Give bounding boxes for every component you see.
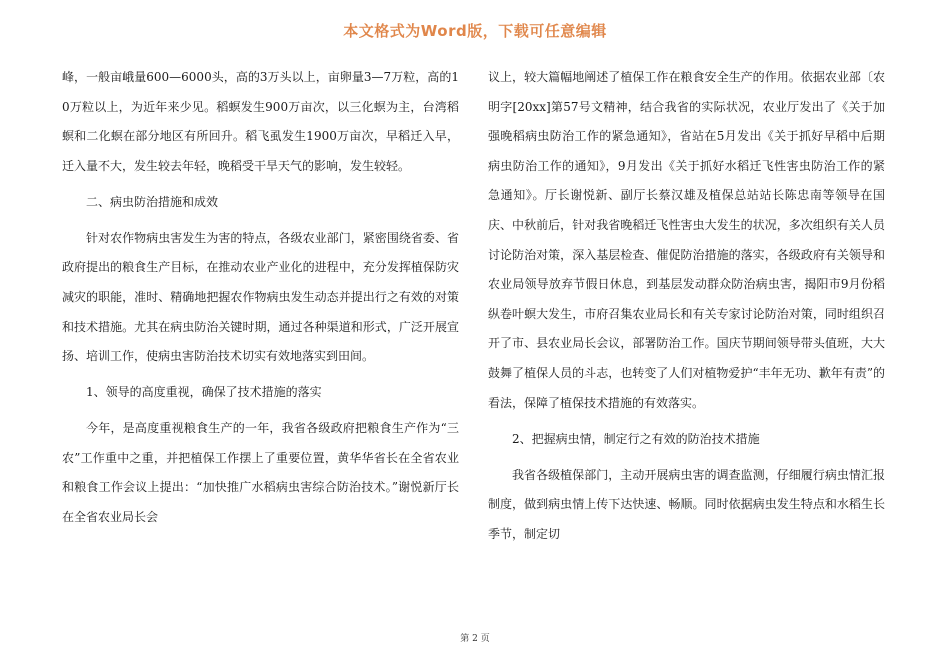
paragraph: 今年，是高度重视粮食生产的一年，我省各级政府把粮食生产作为“三农”工作重中之重，并把植保工作摆上了重要位置，黄华华省长在全省农业和粮食工作会议上提出：“加快推广水稻病虫害综合防治技术。”谢悦新厅长在全省农业局长会 bbox=[62, 421, 459, 524]
subsection-heading: 2、把握病虫情，制定行之有效的防治技术措施 bbox=[512, 431, 760, 446]
section-heading: 二、病虫防治措施和成效 bbox=[86, 194, 219, 209]
document-banner: 本文格式为Word版，下载可任意编辑 bbox=[343, 22, 607, 40]
right-text-column bbox=[488, 63, 885, 549]
paragraph: 针对农作物病虫害发生为害的特点，各级农业部门，紧密围绕省委、省政府提出的粮食生产目标，在推动农业产业化的进程中，充分发挥植保防灾减灾的职能，准时、精确地把握农作物病虫发生动态并提出行之有效的对策和技术措施。尤其在病虫防治关键时期，通过各种渠道和形式，广泛开展宣扬、培训工作，使病虫害防治技术切实有效地落实到田间。 bbox=[62, 230, 459, 364]
paragraph: 我省各级植保部门，主动开展病虫害的调查监测，仔细履行病虫情汇报制度，做到病虫情上传下达快速、畅顺。同时依据病虫发生特点和水稻生长季节，制定切 bbox=[488, 467, 885, 541]
subsection-heading: 1、领导的高度重视，确保了技术措施的落实 bbox=[86, 385, 322, 400]
paragraph-continuation: 峰，一般亩峨量600—6000头，高的3万头以上，亩卵量3—7万粒，高的10万粒以上，为近年来少见。稻螟发生900万亩次，以三化螟为主，台湾稻螟和二化螟在部分地区有所回升。稻飞虱发生1900万亩次，早稻迁入早，迁入量不大，发生较去年轻，晚稻受干旱天气的影响，发生较轻。 bbox=[62, 70, 459, 173]
left-text-column bbox=[62, 63, 459, 532]
page-number: 第 2 页 bbox=[460, 634, 490, 644]
paragraph-continuation: 议上，较大篇幅地阐述了植保工作在粮食安全生产的作用。依据农业部〔农明字[20xx]第57号文精神，结合我省的实际状况，农业厅发出了《关于加强晚稻病虫防治工作的紧急通知》，省站在5月发出《关于抓好早稻中后期病虫防治工作的通知》，9月发出《关于抓好水稻迁飞性害虫防治工作的紧急通知》。厅长谢悦新、副厅长蔡汉雄及植保总站站长陈忠南等领导在国庆、中秋前后，针对我省晚稻迁飞性害虫大发生的状况，多次组织有关人员讨论防治对策，深入基层检查、催促防治措施的落实，各级政府有关领导和农业局领导放弃节假日休息，到基层发动群众防治病虫害，揭阳市9月份稻纵卷叶螟大发生，市府召集农业局长和有关专家讨论防治对策，同时组织召开了市、县农业局长会议，部署防治工作。国庆节期间领导带头值班，大大鼓舞了植保人员的斗志，也转变了人们对植物爱护“丰年无功、歉年有责”的看法，保障了植保技术措施的有效落实。 bbox=[488, 70, 885, 410]
